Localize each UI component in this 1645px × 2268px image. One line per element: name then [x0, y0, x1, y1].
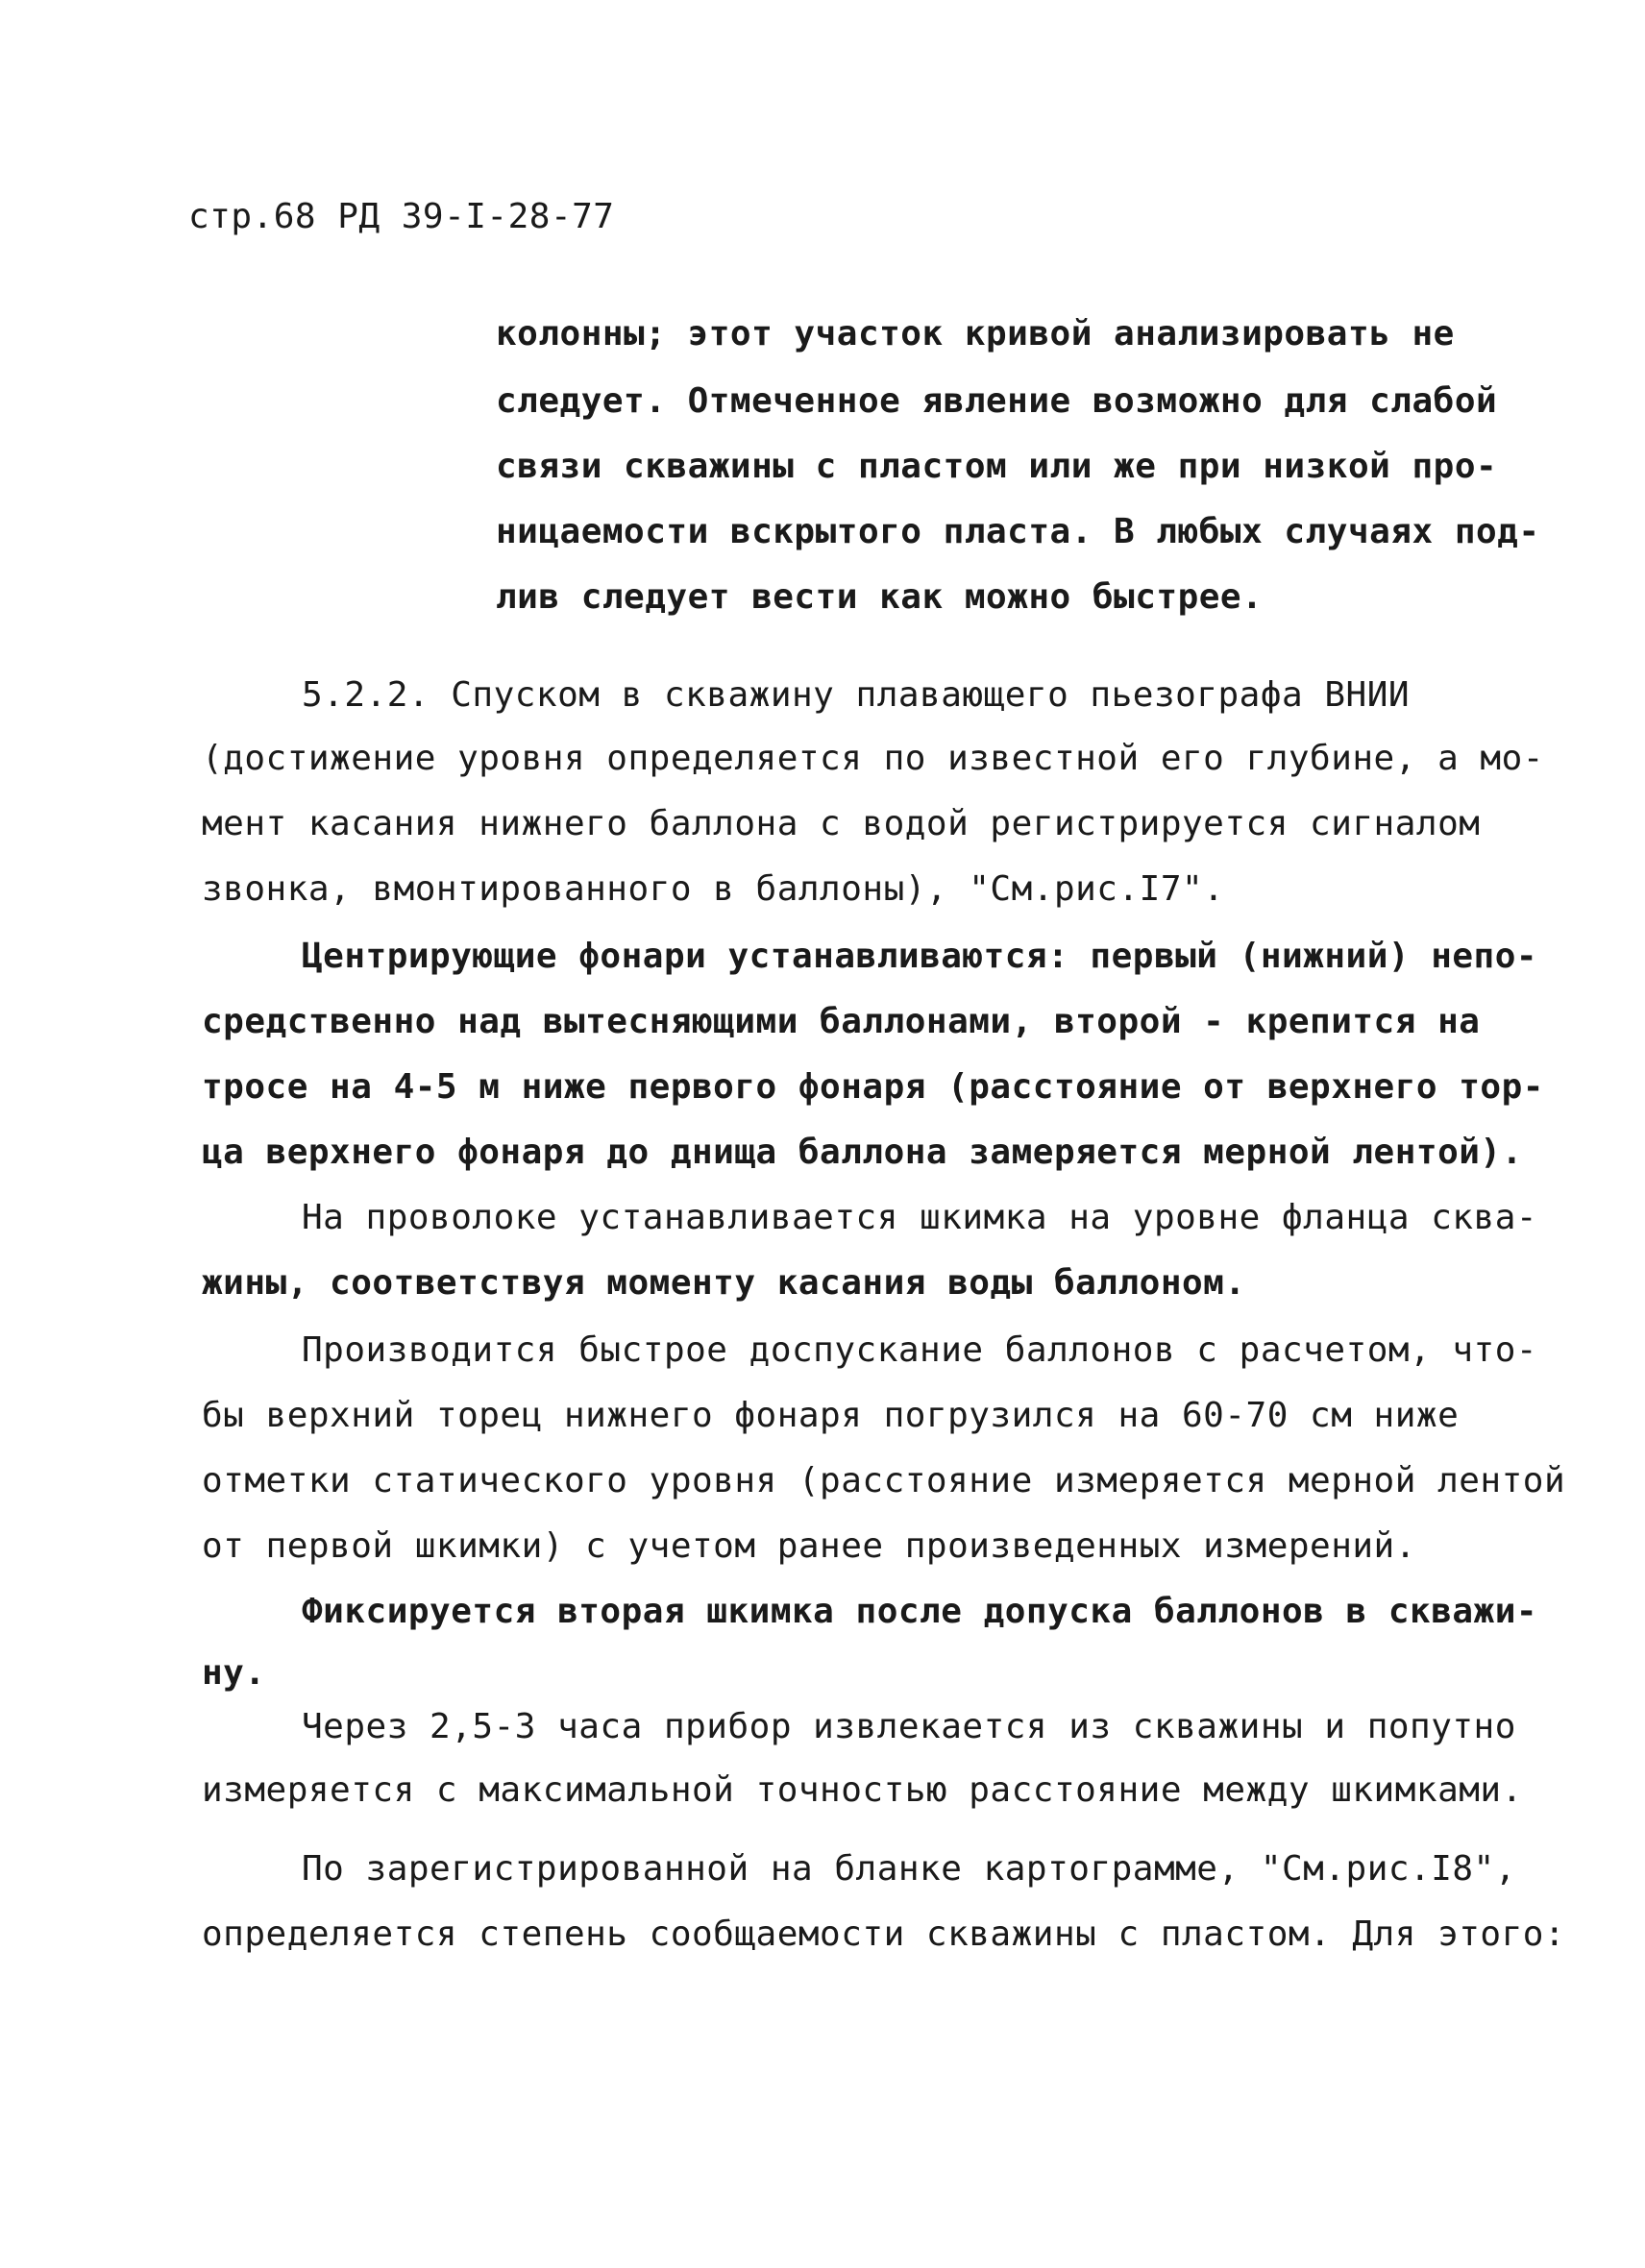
text-line: По зарегистрированной на бланке картограмме, "См.рис.I8",: [302, 1849, 1516, 1889]
text-line: ну.: [202, 1653, 266, 1693]
text-line: связи скважины с пластом или же при низкой про-: [496, 447, 1498, 486]
text-line: мент касания нижнего баллона с водой регистрируется сигналом: [202, 804, 1481, 843]
text-line: Производится быстрое доспускание баллонов с расчетом, что-: [302, 1330, 1538, 1370]
text-line: следует. Отмеченное явление возможно для слабой: [496, 381, 1498, 421]
text-line: измеряется с максимальной точностью расстояние между шкимками.: [202, 1770, 1523, 1810]
page-header: стр.68 РД 39-I-28-77: [188, 197, 615, 236]
text-line: отметки статического уровня (расстояние измеряется мерной лентой: [202, 1461, 1566, 1500]
text-line: средственно над вытесняющими баллонами, второй - крепится на: [202, 1002, 1481, 1041]
text-line: лив следует вести как можно быстрее.: [496, 577, 1264, 617]
text-line: Через 2,5-3 часа прибор извлекается из скважины и попутно: [302, 1707, 1516, 1746]
section-heading-line: 5.2.2. Спуском в скважину плавающего пьезографа ВНИИ: [302, 675, 1411, 715]
text-line: от первой шкимки) с учетом ранее произведенных измерений.: [202, 1526, 1416, 1566]
text-line: жины, соответствуя моменту касания воды баллоном.: [202, 1263, 1246, 1303]
text-line: звонка, вмонтированного в баллоны), "См.рис.I7".: [202, 869, 1225, 909]
text-line: ницаемости вскрытого пласта. В любых случаях под-: [496, 512, 1540, 551]
text-line: определяется степень сообщаемости скважины с пластом. Для этого:: [202, 1914, 1566, 1954]
text-line: (достижение уровня определяется по известной его глубине, а мо-: [202, 739, 1544, 778]
text-line: Центрирующие фонари устанавливаются: первый (нижний) непо-: [302, 937, 1538, 976]
text-line: На проволоке устанавливается шкимка на уровне фланца сква-: [302, 1198, 1538, 1237]
text-line: Фиксируется вторая шкимка после допуска баллонов в скважи-: [302, 1592, 1538, 1631]
text-line: ца верхнего фонаря до днища баллона замеряется мерной лентой).: [202, 1133, 1523, 1172]
text-line: тросе на 4-5 м ниже первого фонаря (расстояние от верхнего тор-: [202, 1067, 1544, 1107]
text-line: колонны; этот участок кривой анализировать не: [496, 314, 1455, 354]
text-line: бы верхний торец нижнего фонаря погрузился на 60-70 см ниже: [202, 1396, 1460, 1435]
